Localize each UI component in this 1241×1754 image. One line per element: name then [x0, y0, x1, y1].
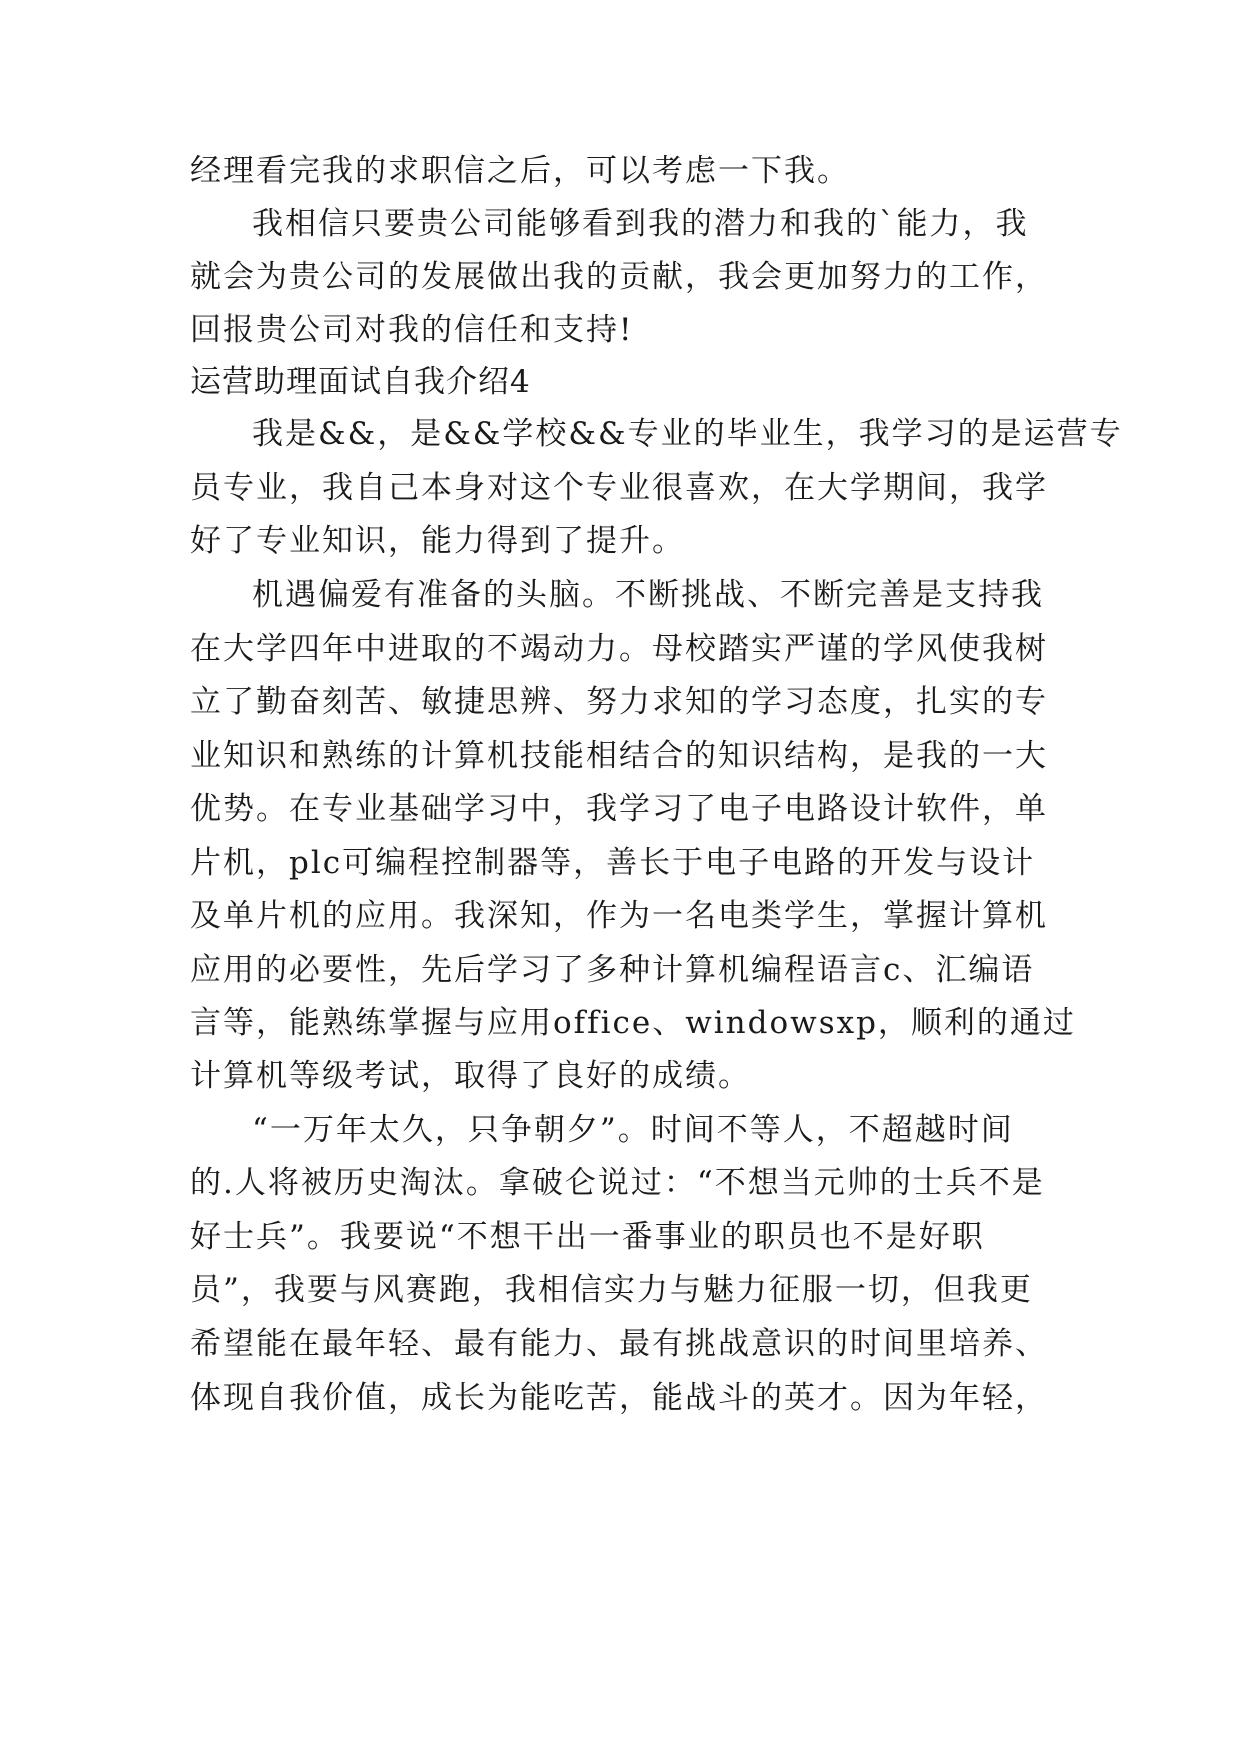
paragraph-line: 片机，plc可编程控制器等，善长于电子电路的开发与设计	[190, 845, 1036, 881]
paragraph-line: 计算机等级考试，取得了良好的成绩。	[190, 1058, 751, 1094]
paragraph-line: 就会为贵公司的发展做出我的贡献，我会更加努力的工作，	[190, 259, 1048, 295]
paragraph-line: 业知识和熟练的计算机技能相结合的知识结构，是我的一大	[190, 738, 1048, 774]
paragraph-line: 及单片机的应用。我深知，作为一名电类学生，掌握计算机	[190, 898, 1048, 934]
paragraph-line: 言等，能熟练掌握与应用office、windowsxp，顺利的通过	[190, 1005, 1076, 1041]
paragraph-line: “一万年太久，只争朝夕”。时间不等人，不超越时间	[252, 1112, 1014, 1148]
paragraph-line: 的.人将被历史淘汰。拿破仑说过：“不想当元帅的士兵不是	[190, 1165, 1045, 1201]
section-heading: 运营助理面试自我介绍4	[190, 364, 531, 400]
paragraph-line: 机遇偏爱有准备的头脑。不断挑战、不断完善是支持我	[252, 577, 1044, 613]
paragraph-line: 回报贵公司对我的信任和支持!	[190, 312, 634, 348]
paragraph-line: 应用的必要性，先后学习了多种计算机编程语言c、汇编语	[190, 952, 1035, 988]
paragraph-line: 员专业，我自己本身对这个专业很喜欢，在大学期间，我学	[190, 470, 1048, 506]
paragraph-line: 在大学四年中进取的不竭动力。母校踏实严谨的学风使我树	[190, 631, 1048, 667]
paragraph-line: 我是&&，是&&学校&&专业的毕业生，我学习的是运营专	[252, 416, 1123, 452]
paragraph-line: 希望能在最年轻、最有能力、最有挑战意识的时间里培养、	[190, 1326, 1048, 1362]
paragraph-line: 体现自我价值，成长为能吃苦，能战斗的英才。因为年轻，	[190, 1380, 1048, 1416]
paragraph-line: 立了勤奋刻苦、敏捷思辨、努力求知的学习态度，扎实的专	[190, 684, 1048, 720]
paragraph-line: 好士兵”。我要说“不想干出一番事业的职员也不是好职	[190, 1219, 985, 1255]
paragraph-line: 好了专业知识，能力得到了提升。	[190, 523, 685, 559]
paragraph-line: 优势。在专业基础学习中，我学习了电子电路设计软件，单	[190, 791, 1048, 827]
paragraph-line: 我相信只要贵公司能够看到我的潜力和我的`能力，我	[252, 206, 1029, 242]
paragraph-line: 经理看完我的求职信之后，可以考虑一下我。	[190, 153, 850, 189]
paragraph-line: 员”，我要与风赛跑，我相信实力与魅力征服一切，但我更	[190, 1272, 1033, 1308]
